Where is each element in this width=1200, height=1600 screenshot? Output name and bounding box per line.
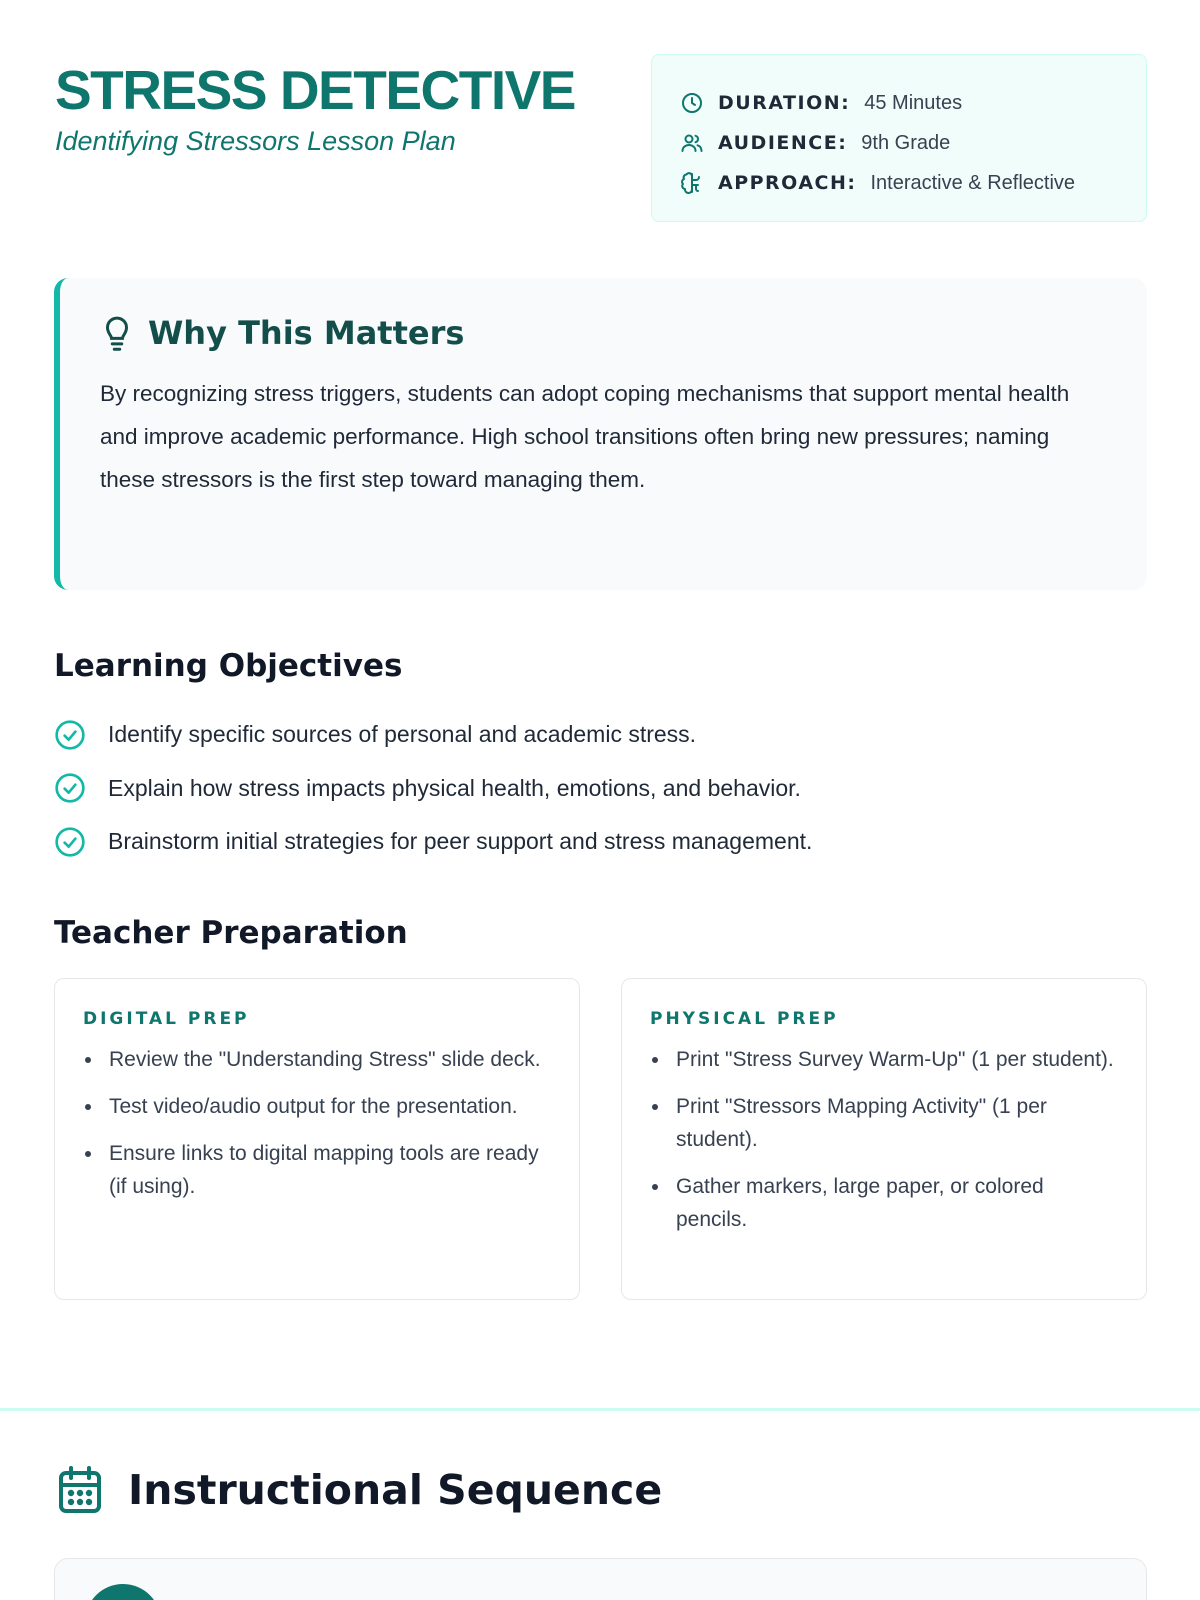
prep-title: Teacher Preparation bbox=[54, 915, 408, 951]
physical-prep-card bbox=[621, 978, 1147, 1300]
list-item bbox=[54, 762, 1147, 816]
objective-text: Brainstorm initial strategies for peer support and stress management. bbox=[108, 828, 813, 855]
list-item: Gather markers, large paper, or colored pencils. bbox=[650, 1170, 1118, 1236]
objective-text: Identify specific sources of personal and academic stress. bbox=[108, 721, 697, 748]
why-title: Why This Matters bbox=[148, 314, 465, 352]
check-circle-icon bbox=[54, 719, 86, 751]
check-circle-icon bbox=[54, 772, 86, 804]
lesson-meta-card bbox=[651, 54, 1147, 222]
meta-label: AUDIENCE: bbox=[718, 132, 848, 154]
why-header bbox=[100, 314, 1107, 352]
meta-label: APPROACH: bbox=[718, 172, 857, 194]
sequence-step-card bbox=[54, 1558, 1147, 1600]
list-item: Print "Stress Survey Warm-Up" (1 per student). bbox=[650, 1043, 1118, 1076]
clock-icon bbox=[680, 91, 704, 115]
meta-value: 9th Grade bbox=[861, 131, 951, 154]
sequence-header bbox=[56, 1464, 662, 1516]
why-this-matters-card bbox=[54, 278, 1147, 590]
lesson-header bbox=[55, 52, 1147, 224]
list-item: Print "Stressors Mapping Activity" (1 per student). bbox=[650, 1090, 1118, 1156]
meta-value: Interactive & Reflective bbox=[870, 171, 1076, 194]
list-item: Test video/audio output for the presentation. bbox=[83, 1090, 551, 1123]
objective-text: Explain how stress impacts physical health, emotions, and behavior. bbox=[108, 774, 801, 801]
meta-audience bbox=[680, 123, 1122, 163]
list-item bbox=[54, 708, 1147, 762]
digital-prep-card bbox=[54, 978, 580, 1300]
why-text: By recognizing stress triggers, students can adopt coping mechanisms that support mental health and improve academic performance. High school transitions often bring new pressures; naming these stressors is the first step toward managing them. bbox=[100, 381, 1070, 492]
meta-duration bbox=[680, 83, 1122, 123]
list-item bbox=[54, 815, 1147, 869]
digital-prep-list bbox=[83, 1043, 551, 1203]
list-item: Review the "Understanding Stress" slide deck. bbox=[83, 1043, 551, 1076]
page-title: STRESS DETECTIVE bbox=[55, 59, 575, 121]
calendar-icon bbox=[56, 1464, 104, 1516]
list-item: Ensure links to digital mapping tools are ready (if using). bbox=[83, 1137, 551, 1203]
section-divider bbox=[0, 1408, 1200, 1411]
page-subtitle: Identifying Stressors Lesson Plan bbox=[55, 126, 456, 156]
users-icon bbox=[680, 131, 704, 155]
lightbulb-icon bbox=[100, 314, 134, 352]
meta-value: 45 Minutes bbox=[864, 91, 963, 114]
meta-approach bbox=[680, 163, 1122, 203]
brain-icon bbox=[680, 171, 704, 195]
check-circle-icon bbox=[54, 826, 86, 858]
objectives-list bbox=[54, 708, 1147, 869]
digital-prep-heading: DIGITAL PREP bbox=[83, 1009, 250, 1029]
physical-prep-list bbox=[650, 1043, 1118, 1236]
objectives-title: Learning Objectives bbox=[54, 648, 403, 684]
sequence-title: Instructional Sequence bbox=[128, 1466, 663, 1514]
meta-label: DURATION: bbox=[718, 92, 851, 114]
physical-prep-heading: PHYSICAL PREP bbox=[650, 1009, 839, 1029]
step-number-badge bbox=[85, 1584, 161, 1600]
